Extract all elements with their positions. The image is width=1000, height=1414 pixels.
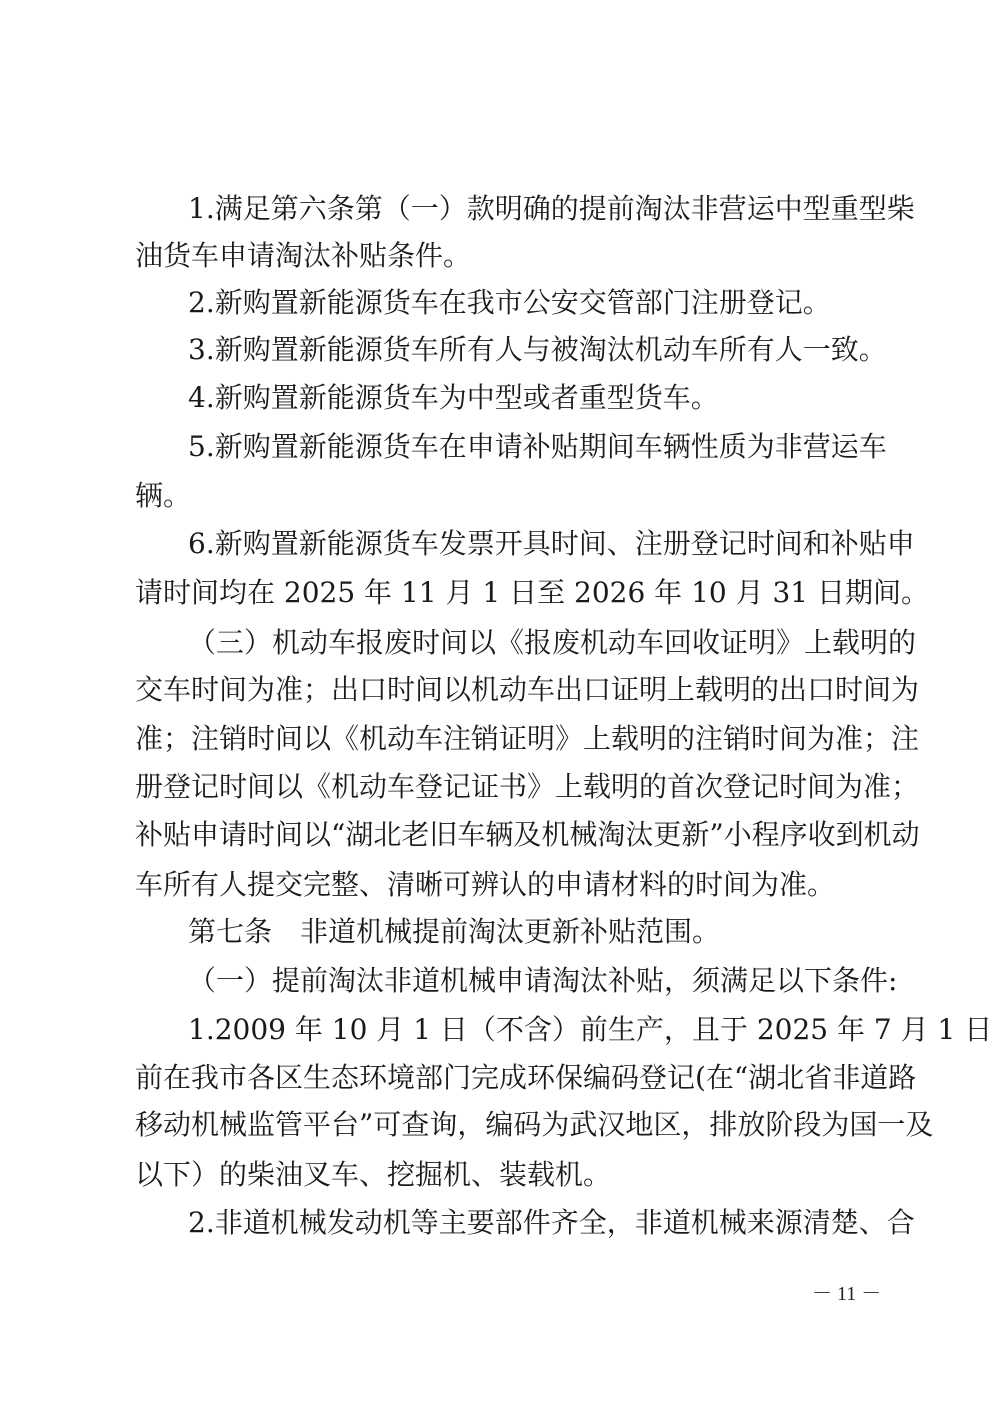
text-line: 交车时间为准；出口时间以机动车出口证明上载明的出口时间为 — [135, 673, 920, 706]
text-line: 辆。 — [135, 479, 192, 512]
text-line: 6.新购置新能源货车发票开具时间、注册登记时间和补贴申 — [188, 527, 915, 560]
page-number: － 11 － — [812, 1283, 882, 1305]
text-line: 1.2009 年 10 月 1 日（不含）前生产，且于 2025 年 7 月 1 日 — [188, 1013, 993, 1046]
text-line: 车所有人提交完整、清晰可辨认的申请材料的时间为准。 — [135, 868, 836, 901]
text-line: 册登记时间以《机动车登记证书》上载明的首次登记时间为准； — [135, 770, 920, 803]
text-line: （三）机动车报废时间以《报废机动车回收证明》上载明的 — [188, 626, 917, 659]
text-line: 补贴申请时间以“湖北老旧车辆及机械淘汰更新”小程序收到机动 — [135, 818, 920, 851]
text-line: 3.新购置新能源货车所有人与被淘汰机动车所有人一致。 — [188, 333, 887, 366]
text-line: 2.非道机械发动机等主要部件齐全，非道机械来源清楚、合 — [188, 1206, 915, 1239]
text-line: 1.满足第六条第（一）款明确的提前淘汰非营运中型重型柴 — [188, 192, 915, 225]
text-line: 2.新购置新能源货车在我市公安交管部门注册登记。 — [188, 286, 831, 319]
text-line: 5.新购置新能源货车在申请补贴期间车辆性质为非营运车 — [188, 430, 887, 463]
text-line: 前在我市各区生态环境部门完成环保编码登记(在“湖北省非道路 — [135, 1061, 917, 1094]
text-line: 4.新购置新能源货车为中型或者重型货车。 — [188, 381, 719, 414]
text-line: 以下）的柴油叉车、挖掘机、装载机。 — [135, 1158, 612, 1191]
text-line: 请时间均在 2025 年 11 月 1 日至 2026 年 10 月 31 日期间。 — [135, 576, 930, 609]
article-heading: 第七条 非道机械提前淘汰更新补贴范围。 — [188, 915, 721, 948]
text-line: （一）提前淘汰非道机械申请淘汰补贴，须满足以下条件: — [188, 964, 898, 997]
text-line: 准；注销时间以《机动车注销证明》上载明的注销时间为准；注 — [135, 722, 920, 755]
text-line: 移动机械监管平台”可查询，编码为武汉地区，排放阶段为国一及 — [135, 1108, 934, 1141]
text-line: 油货车申请淘汰补贴条件。 — [135, 239, 472, 272]
